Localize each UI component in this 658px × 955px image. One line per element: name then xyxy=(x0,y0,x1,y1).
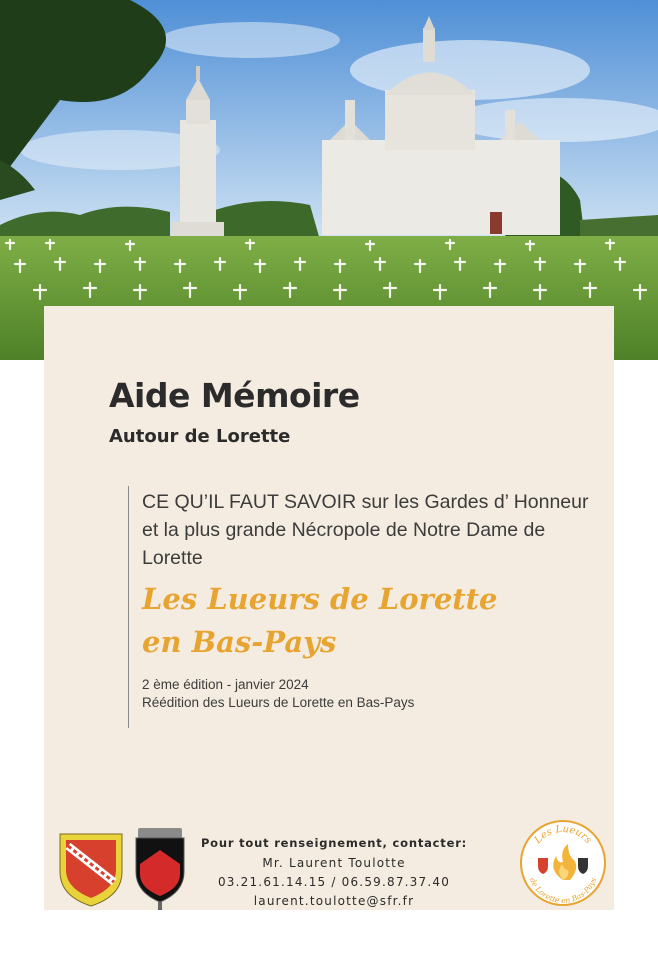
contact-email: laurent.toulotte@sfr.fr xyxy=(253,894,415,908)
badge-bottom-text: de Lorette en Bas-Pays xyxy=(527,876,599,906)
page-title: Aide Mémoire xyxy=(109,376,360,415)
content-card xyxy=(44,306,614,910)
contact-name: Mr. Laurent Toulotte xyxy=(262,856,406,870)
contact-block xyxy=(184,836,484,911)
association-name-line-2: en Bas-Pays xyxy=(142,625,337,659)
intro-text: CE QU’IL FAUT SAVOIR sur les Gardes d’ Honneur et la plus grande Nécropole de Notre Dame de Lorette xyxy=(142,491,589,569)
edition-text: 2 ème édition - janvier 2024 xyxy=(142,677,309,692)
association-name xyxy=(142,578,598,664)
coats-of-arms xyxy=(56,826,186,910)
association-name-line-1: Les Lueurs de Lorette xyxy=(142,582,498,616)
contact-phones: 03.21.61.14.15 / 06.59.87.37.40 xyxy=(217,875,451,889)
reedition-text: Réédition des Lueurs de Lorette en Bas-Pays xyxy=(142,695,415,710)
page-subtitle: Autour de Lorette xyxy=(109,426,291,447)
badge-top-text: Les Lueurs xyxy=(532,823,594,846)
association-badge xyxy=(518,818,608,908)
coat-of-arms-left-icon xyxy=(60,834,122,906)
contact-lead: Pour tout renseignement, contacter: xyxy=(200,836,468,850)
info-block xyxy=(128,486,598,728)
edition-info xyxy=(142,676,598,712)
coat-of-arms-right-icon xyxy=(136,828,184,910)
